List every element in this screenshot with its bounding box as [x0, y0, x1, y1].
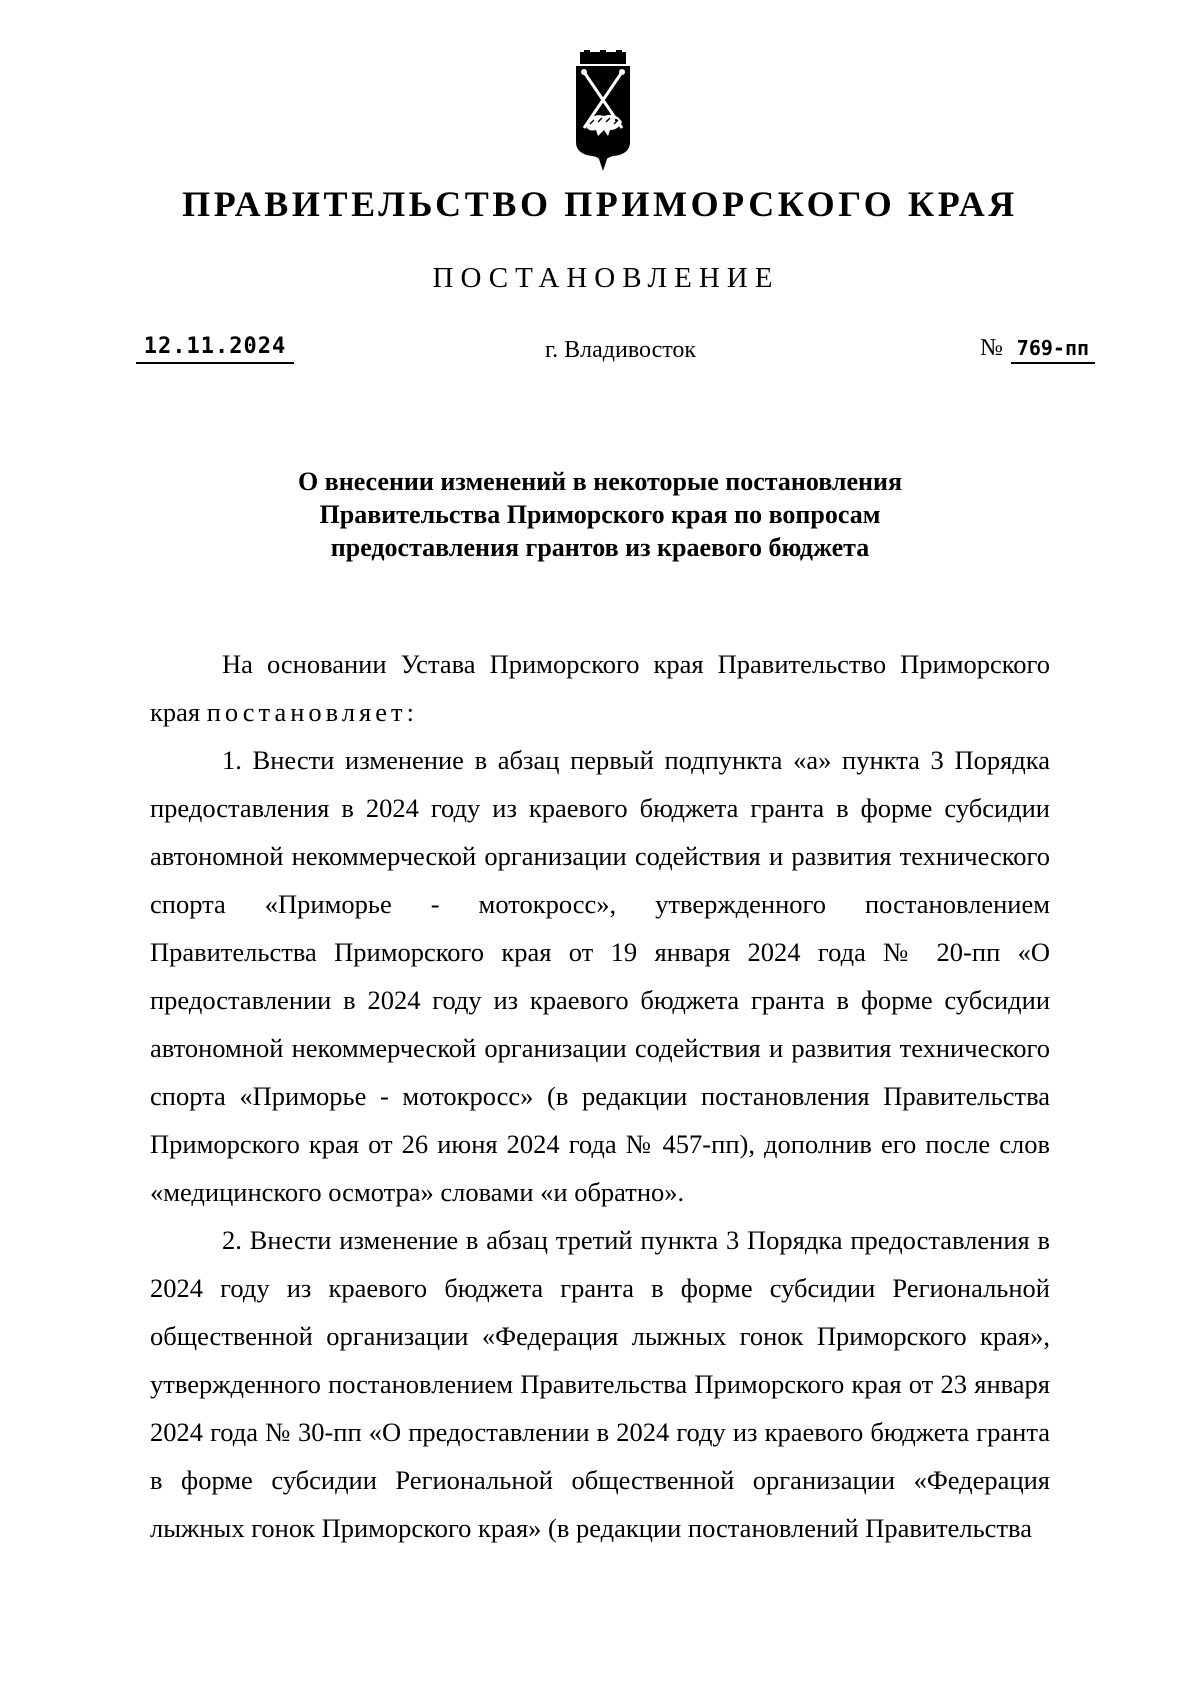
body-paragraph: 2. Внести изменение в абзац третий пункта 3 Порядка предоставления в 2024 году из краевого бюджета гранта в форме субсидии Региональной общественной организации «Федерация лыжных гонок Приморского края», утвержденного постановлением Правительства Приморского края от 23 января 2024 года № 30-пп «О предоставлении в 2024 году из краевого бюджета гранта в форме субсидии Региональной общественной организации «Федерация лыжных гонок Приморского края» (в редакции постановлений Правительства [150, 1225, 1050, 1543]
title-line: предоставления грантов из краевого бюджета [330, 533, 870, 562]
document-body [150, 640, 1050, 1552]
title-line: О внесении изменений в некоторые постановления [297, 467, 903, 496]
document-number [980, 335, 1095, 364]
intro-paragraph [150, 640, 1050, 736]
intro-text: На основании Устава Приморского края Правительство Приморского края [150, 649, 1050, 727]
title-line: Правительства Приморского края по вопросам [319, 500, 881, 529]
number-sign: № [980, 335, 1003, 361]
document-title [150, 465, 1050, 564]
document-type: ПОСТАНОВЛЕНИЕ [432, 262, 780, 294]
document-city: г. Владивосток [545, 337, 697, 363]
body-paragraph: 1. Внести изменение в абзац первый подпункта «а» пункта 3 Порядка предоставления в 2024 году из краевого бюджета гранта в форме субсидии автономной некоммерческой организации содействия и развития технического спорта «Приморье - мотокросс», утвержденного постановлением Правительства Приморского края от 19 января 2024 года № 20-пп «О предоставлении в 2024 году из краевого бюджета гранта в форме субсидии автономной некоммерческой организации содействия и развития технического спорта «Приморье - мотокросс» (в редакции постановления Правительства Приморского края от 26 июня 2024 года № 457-пп), дополнив его после слов «медицинского осмотра» словами «и обратно». [150, 745, 1050, 1207]
number-value: 769-пп [1011, 336, 1095, 364]
decree-word: постановляет: [206, 697, 418, 727]
coat-of-arms-icon [574, 50, 632, 172]
organization-name: ПРАВИТЕЛЬСТВО ПРИМОРСКОГО КРАЯ [182, 184, 1018, 224]
document-date: 12.11.2024 [136, 334, 294, 364]
